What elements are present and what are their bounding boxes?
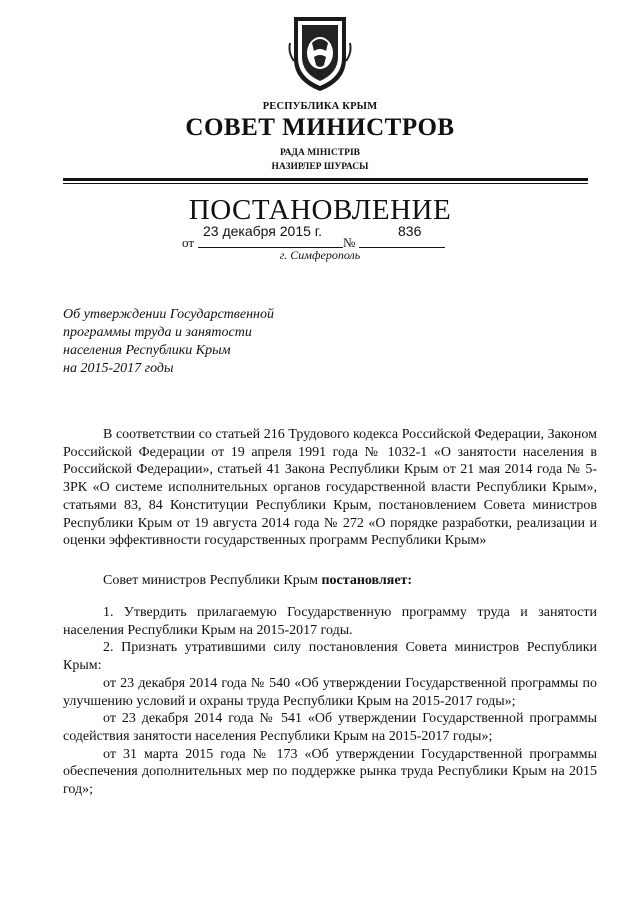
resolves-keyword: постановляет:	[321, 573, 413, 588]
decree-items	[63, 604, 597, 799]
council-name-crimean-tatar: НАЗИРЛЕР ШУРАСЫ	[271, 162, 369, 172]
item-2a: от 23 декабря 2014 года № 540 «Об утверждении Государственной программы по улучшению условий и охраны труда Республики Крым на 2015-2017 годы»;	[63, 675, 597, 709]
header-divider-thin	[63, 183, 588, 184]
subject-line: Об утверждении Государственной	[63, 307, 274, 322]
resolves-prefix: Совет министров Республики Крым	[103, 573, 322, 588]
item-2b: от 23 декабря 2014 года № 541 «Об утверждении Государственной программы содействия занятости населения Республики Крым на 2015-2017 годы»;	[63, 711, 597, 744]
decree-date: 23 декабря 2015 г.	[203, 223, 323, 239]
item-1: 1. Утвердить прилагаемую Государственную программу труда и занятости населения Республики Крым на 2015-2017 годы.	[63, 605, 597, 638]
item-2c: от 31 марта 2015 года № 173 «Об утверждении Государственной программы обеспечения дополнительных мер по поддержке рынка труда Республики Крым на 2015 год»;	[63, 746, 597, 798]
subject-line: программы труда и занятости	[63, 325, 252, 340]
subject-line: на 2015-2017 годы	[63, 361, 174, 376]
item-2: 2. Признать утратившими силу постановления Совета министров Республики Крым:	[63, 640, 597, 674]
preamble-text: В соответствии со статьей 216 Трудового кодекса Российской Федерации, Законом Российской Федерации от 19 апреля 1991 года № 1032-1 «О занятости населения в Российской Федерации», статьей 41 Закона Республики Крым от 21 мая 2014 года № 5-ЗРК «О системе исполнительных органов государственной власти Республики Крым», статьями 83, 84 Конституции Республики Крым, постановлением Совета министров Республики Крым от 19 августа 2014 года № 272 «О порядке разработки, реализации и оценки эффективности государственных программ Республики Крым»	[63, 427, 597, 549]
council-name: СОВЕТ МИНИСТРОВ	[185, 114, 455, 141]
council-name-ukrainian: РАДА МІНІСТРІВ	[279, 148, 360, 158]
subject-line: населения Республики Крым	[63, 343, 231, 358]
number-label: №	[343, 235, 356, 250]
preamble-paragraph	[63, 426, 597, 550]
republic-name: РЕСПУБЛИКА КРЫМ	[262, 101, 378, 112]
coat-of-arms-emblem	[286, 13, 354, 93]
decree-subject	[63, 306, 323, 378]
decree-number: 836	[398, 223, 422, 239]
decree-city: г. Симферополь	[279, 248, 361, 262]
header-divider	[63, 178, 588, 181]
resolves-paragraph	[63, 572, 597, 590]
from-label: от	[182, 235, 195, 250]
decree-title: ПОСТАНОВЛЕНИЕ	[188, 194, 452, 226]
